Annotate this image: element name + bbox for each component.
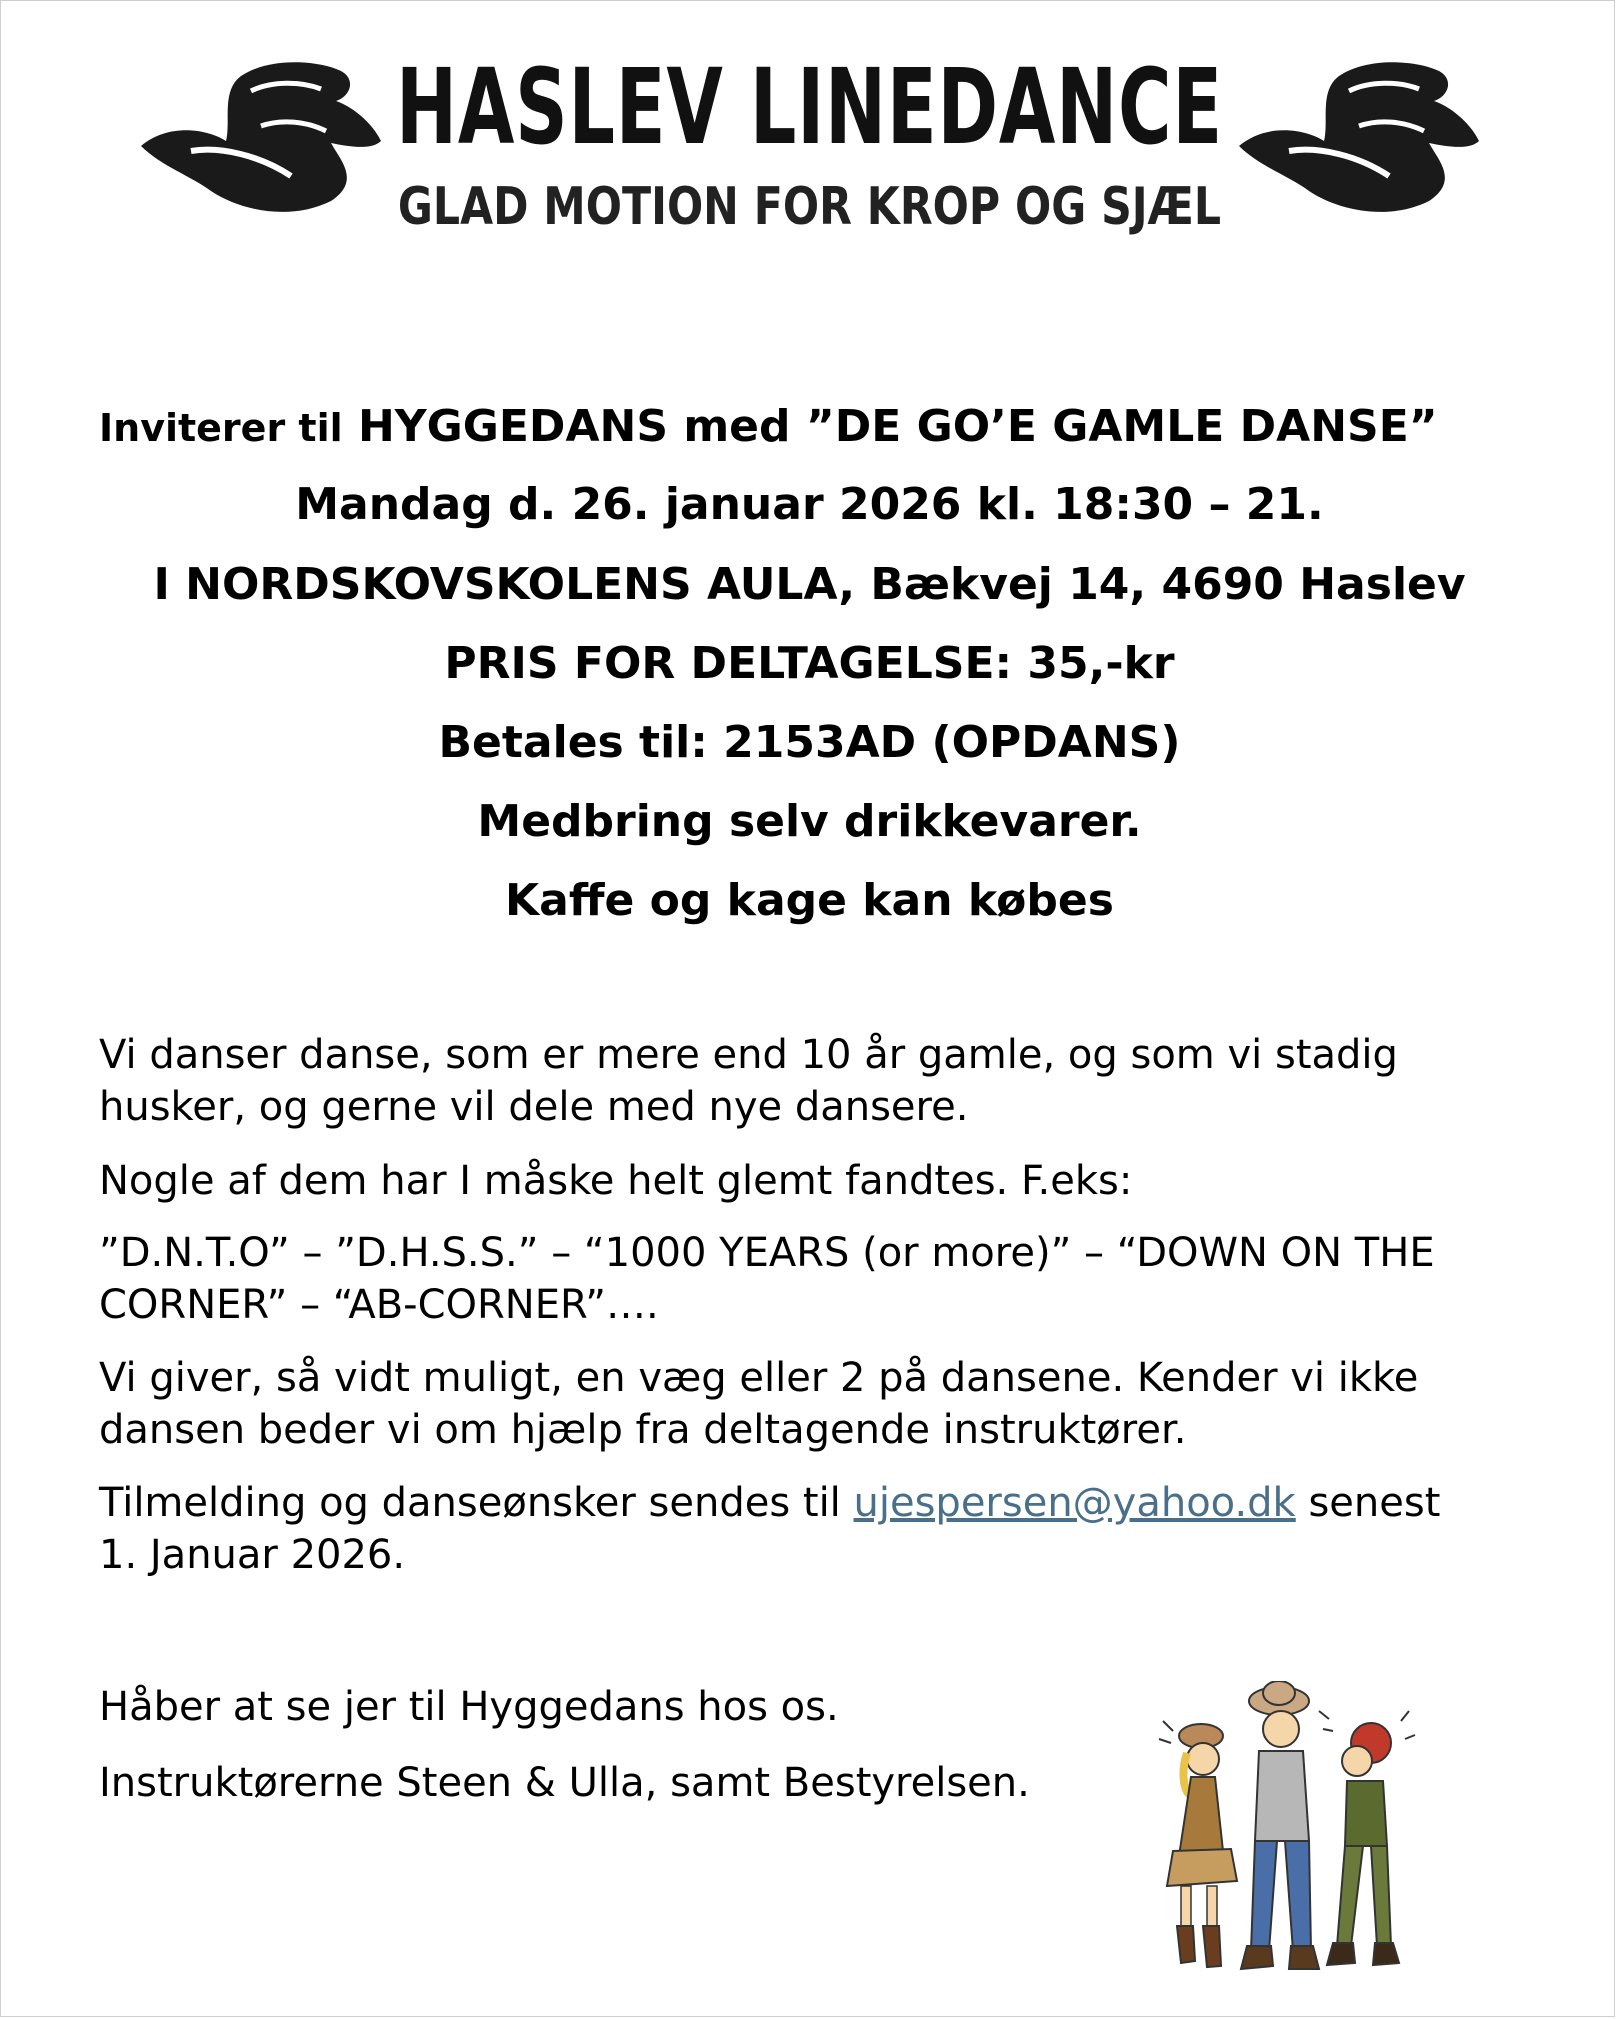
paragraph-dance-list bbox=[99, 1227, 1539, 1331]
event-payment: Betales til: 2153AD (OPDANS) bbox=[438, 717, 1181, 768]
paragraph-line: 1. Januar 2026. bbox=[99, 1532, 406, 1578]
registration-deadline-label: senest bbox=[1295, 1480, 1441, 1526]
event-location: I NORDSKOVSKOLENS AULA, Bækvej 14, 4690 Haslev bbox=[153, 559, 1466, 610]
paragraph-line: ”D.N.T.O” – ”D.H.S.S.” – “1000 YEARS (or more)” – “DOWN ON THE bbox=[99, 1230, 1435, 1276]
paragraph-walls bbox=[99, 1352, 1539, 1456]
cowboy-hat-icon bbox=[1229, 51, 1489, 221]
dancers-illustration bbox=[1151, 1681, 1421, 1981]
paragraph-line: Vi giver, så vidt muligt, en væg eller 2 på dansene. Kender vi ikke bbox=[99, 1355, 1419, 1401]
dancer-woman-left-icon bbox=[1167, 1724, 1237, 1967]
invitation-title: HYGGEDANS med ”DE GO’E GAMLE DANSE” bbox=[342, 401, 1438, 452]
invitation-prefix: Inviterer til bbox=[99, 406, 343, 450]
paragraph-line: husker, og gerne vil dele med nye dansere. bbox=[99, 1084, 969, 1130]
email-link[interactable]: ujespersen@yahoo.dk bbox=[853, 1480, 1296, 1526]
paragraph-line: dansen beder vi om hjælp fra deltagende instruktører. bbox=[99, 1407, 1187, 1453]
dancer-man-middle-icon bbox=[1241, 1681, 1319, 1969]
logo-subtitle: GLAD MOTION FOR KROP OG SJÆL bbox=[397, 177, 1222, 237]
logo-header bbox=[1, 41, 1617, 271]
closing-signature: Instruktørerne Steen & Ulla, samt Bestyrelsen. bbox=[99, 1760, 1030, 1806]
logo-title: HASLEV LINEDANCE bbox=[395, 46, 1223, 168]
closing-greeting: Håber at se jer til Hyggedans hos os. bbox=[99, 1684, 839, 1730]
paragraph-forgotten bbox=[99, 1155, 1539, 1207]
paragraph-line: Nogle af dem har I måske helt glemt fandtes. F.eks: bbox=[99, 1158, 1133, 1204]
event-price: PRIS FOR DELTAGELSE: 35,-kr bbox=[444, 638, 1175, 689]
event-date: Mandag d. 26. januar 2026 kl. 18:30 – 21. bbox=[295, 479, 1324, 530]
paragraph-line: Vi danser danse, som er mere end 10 år gamle, og som vi stadig bbox=[99, 1032, 1398, 1078]
registration-text: Tilmelding og danseønsker sendes til bbox=[99, 1480, 854, 1526]
event-cake: Kaffe og kage kan købes bbox=[505, 875, 1114, 926]
dancer-woman-right-icon bbox=[1327, 1723, 1399, 1965]
paragraph-intro bbox=[99, 1029, 1539, 1133]
paragraph-line: CORNER” – “AB-CORNER”…. bbox=[99, 1282, 659, 1328]
invitation-line bbox=[99, 401, 1438, 452]
paragraph-registration bbox=[99, 1477, 1539, 1581]
paragraph-line bbox=[99, 1477, 1539, 1529]
event-drinks: Medbring selv drikkevarer. bbox=[477, 796, 1142, 847]
